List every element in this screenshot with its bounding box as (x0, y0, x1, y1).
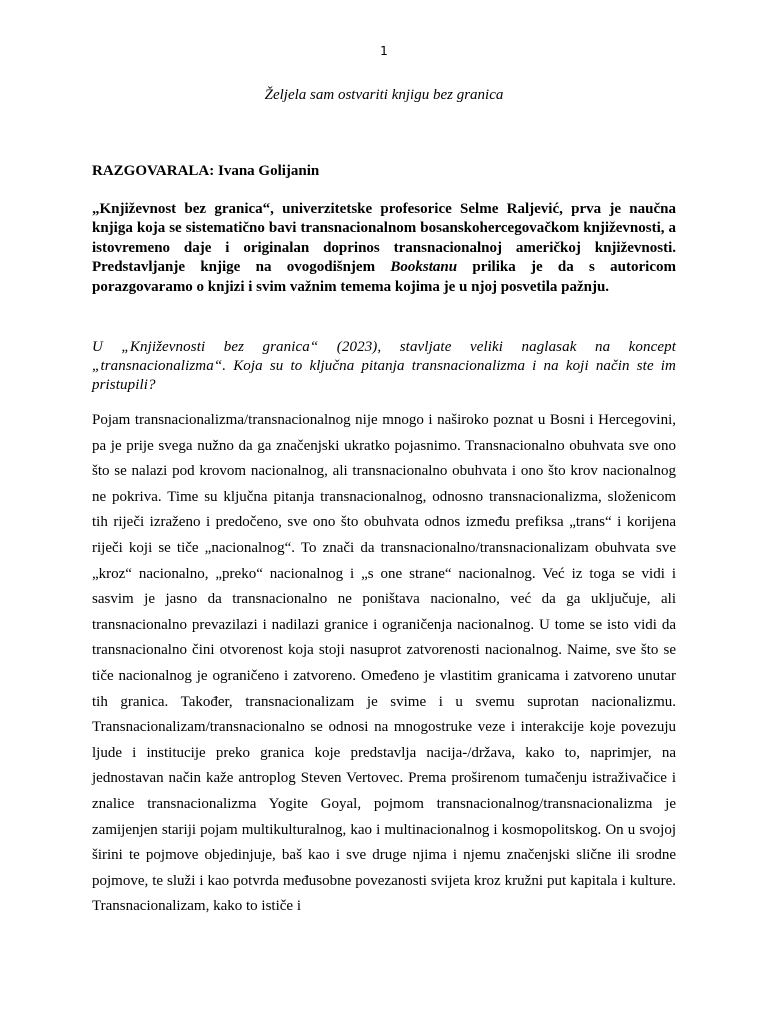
interview-answer: Pojam transnacionalizma/transnacionalnog nije mnogo i naširoko poznat u Bosni i Hercegovini, pa je prije svega nužno da ga značenjski ukratko pojasnimo. Transnacionalno obuhvata sve ono što se nalazi pod krovom nacionalnog, ali transnacionalno obuhvata i ono što krov nacionalnog ne pokriva. Time su ključna pitanja transnacionalnog, odnosno transnacionalizma, složenicom tih riječi izraženo i predočeno, sve ono što obuhvata odnos između prefiksa „trans“ i korijena riječi koji se tiče „nacionalnog“. To znači da transnacionalno/transnacionalizam obuhvata sve „kroz“ nacionalno, „preko“ nacionalnog i „s one strane“ nacionalnog. Već iz toga se vidi i sasvim je jasno da transnacionalno ne poništava nacionalno, već da ga uključuje, ali transnacionalno prevazilazi i nadilazi granice i ograničenja nacionalnog. U tome se isto vidi da transnacionalno čini otvorenost koja stoji nasuprot zatvorenosti nacionalnog. Naime, sve što se tiče nacionalnog je ograničeno i zatvoreno. Omeđeno je vlastitim granicama i zatvoreno unutar tih granica. Također, transnacionalizam je svime i u svemu suprotan nacionalizmu. Transnacionalizam/transnacionalno se odnosi na mnogostruke veze i interakcije koje povezuju ljude i institucije preko granica koje predstavlja nacija-/država, kako to, naprimjer, na jednostavan način kaže antroplog Steven Vertovec. Prema proširenom tumačenju istraživačice i znalice transnacionalizma Yogite Goyal, pojmom transnacionalnog/transnacionalizma je zamijenjen stariji pojam multikulturalnog, kao i multinacionalnog i kosmopolitskog. On u svojoj širini te pojmove objedinjuje, baš kao i sve druge njima i njemu značenjski slične ili srodne pojmove, te služi i kao potvrda međusobne povezanosti svijeta kroz kružni put kapitala i kulture. Transnacionalizam, kako to ističe i (92, 412, 676, 915)
page-number: 1 (380, 44, 388, 58)
article-title: Željela sam ostvariti knjigu bez granica (264, 87, 504, 103)
interview-question: U „Književnosti bez granica“ (2023), stavljate veliki naglasak na koncept „transnacionalizma“. Koja su to ključna pitanja transnacionalizma i na koji način ste im pristupili? (92, 339, 676, 394)
article-lead (92, 200, 676, 297)
lead-text-end: prilika je da s autoricom porazgovaramo o knjizi i svim važnim temema kojima je u njoj posvetila pažnju. (92, 259, 676, 295)
article-body (92, 86, 676, 920)
article-byline: RAZGOVARALA: Ivana Golijanin (92, 163, 320, 179)
lead-event-name: Bookstanu (390, 259, 458, 276)
lead-text-start: „Književnost bez granica“, univerzitetske profesorice Selme Raljević, prva je naučna knjiga koja se sistematično bavi transnacionalnom bosanskohercegovačkom književnosti, a istovremeno daje i originalan doprinos transnacionalnoj američkoj književnosti. Predstavljanje knjige na ovogodišnjem (92, 201, 676, 276)
